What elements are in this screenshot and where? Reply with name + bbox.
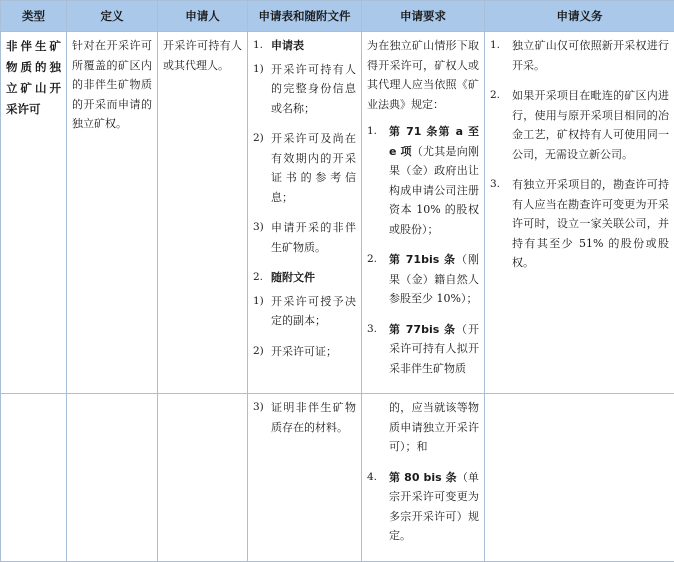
requirements-intro: 为在独立矿山情形下取得开采许可，矿权人或其代理人应当依照《矿业法典》规定： <box>367 36 479 114</box>
list-text: 开采许可证； <box>271 342 356 362</box>
definition-text: 针对在开采许可所覆盖的矿区内的非伴生矿物质的开采而申请的独立矿权。 <box>67 32 157 138</box>
type-text: 非伴生矿物质的独立矿山开采许可 <box>1 32 66 124</box>
list-number: 1. <box>367 122 389 239</box>
list-number: 2) <box>253 129 271 207</box>
type-cell <box>1 32 67 394</box>
obligations-cell <box>485 32 674 394</box>
list-item <box>367 320 479 379</box>
table-row <box>1 394 674 562</box>
list-text: 有独立开采项目的，勘查许可持有人应当在勘查许可变更为开采许可时，设立一家关联公司，并持有其至少 51% 的股份或股权。 <box>512 175 669 273</box>
list-item <box>253 292 356 331</box>
forms-cell-cont <box>248 394 362 562</box>
list-text <box>389 250 479 309</box>
list-item <box>490 175 669 273</box>
header-requirements: 申请要求 <box>362 1 485 32</box>
list-item <box>367 398 479 457</box>
forms-cell <box>248 32 362 394</box>
list-text: 开采许可及尚在有效期内的开采证书的参考信息； <box>271 129 356 207</box>
list-number: 2) <box>253 342 271 362</box>
header-forms: 申请表和随附文件 <box>248 1 362 32</box>
list-text <box>389 468 479 546</box>
applicant-cell-cont <box>158 394 248 562</box>
article-reference: 第 77bis 条 <box>389 323 456 336</box>
article-description: （刚果（金）籍自然人参股至少 10%）； <box>389 253 479 305</box>
list-text: 开采许可持有人的完整身份信息或名称； <box>271 60 356 119</box>
article-reference: 第 71 条第 a 至 e 项 <box>389 125 479 158</box>
header-definition: 定义 <box>67 1 158 32</box>
list-item <box>367 468 479 546</box>
list-number: 3. <box>367 320 389 379</box>
applicant-text: 开采许可持有人或其代理人。 <box>158 32 247 79</box>
application-form-title: 申请表 <box>271 36 356 56</box>
list-item <box>253 60 356 119</box>
type-cell-cont <box>1 394 67 562</box>
list-number: 1) <box>253 292 271 331</box>
list-number: 1. <box>490 36 512 75</box>
definition-cell <box>67 32 158 394</box>
article-description: （尤其是向刚果（金）政府出让构成申请公司注册资本 10% 的股权或股份）； <box>389 145 479 236</box>
list-item <box>490 86 669 164</box>
list-item <box>367 250 479 309</box>
list-item <box>253 129 356 207</box>
list-item <box>253 218 356 257</box>
list-text <box>389 320 479 379</box>
obligations-cell-cont <box>485 394 674 562</box>
list-text: 证明非伴生矿物质存在的材料。 <box>271 398 356 437</box>
list-text: 申请开采的非伴生矿物质。 <box>271 218 356 257</box>
list-number: 4. <box>367 468 389 546</box>
table-row <box>1 32 674 394</box>
list-text <box>389 122 479 239</box>
article-description: （开采许可持有人拟开采非伴生矿物质 <box>389 323 479 375</box>
definition-cell-cont <box>67 394 158 562</box>
list-number: 1) <box>253 60 271 119</box>
list-number: 1. <box>253 36 271 56</box>
header-row <box>1 1 674 32</box>
requirements-continuation: 的，应当就该等物质申请独立开采许可）；和 <box>389 398 479 457</box>
attachments-heading <box>253 268 356 288</box>
header-obligations: 申请义务 <box>485 1 674 32</box>
list-number: 3. <box>490 175 512 273</box>
application-form-heading <box>253 36 356 56</box>
list-item <box>253 398 356 437</box>
list-item <box>490 36 669 75</box>
list-text: 独立矿山仅可依照新开采权进行开采。 <box>512 36 669 75</box>
header-applicant: 申请人 <box>158 1 248 32</box>
list-number: 2. <box>490 86 512 164</box>
requirements-cell-cont <box>362 394 485 562</box>
list-number: 3) <box>253 398 271 437</box>
article-reference: 第 80 bis 条 <box>389 471 457 484</box>
applicant-cell <box>158 32 248 394</box>
list-item <box>367 122 479 239</box>
list-number: 3) <box>253 218 271 257</box>
list-item <box>253 342 356 362</box>
attachments-title: 随附文件 <box>271 268 356 288</box>
article-reference: 第 71bis 条 <box>389 253 456 266</box>
header-type: 类型 <box>1 1 67 32</box>
list-text: 开采许可授予决定的副本； <box>271 292 356 331</box>
list-number: 2. <box>253 268 271 288</box>
requirements-cell <box>362 32 485 394</box>
list-number: 2. <box>367 250 389 309</box>
list-text: 如果开采项目在毗连的矿区内进行，使用与原开采项目相同的冶金工艺，矿权持有人可使用同一公司，无需设立新公司。 <box>512 86 669 164</box>
article-description: （单宗开采许可变更为多宗开采许可）规定。 <box>389 471 479 543</box>
